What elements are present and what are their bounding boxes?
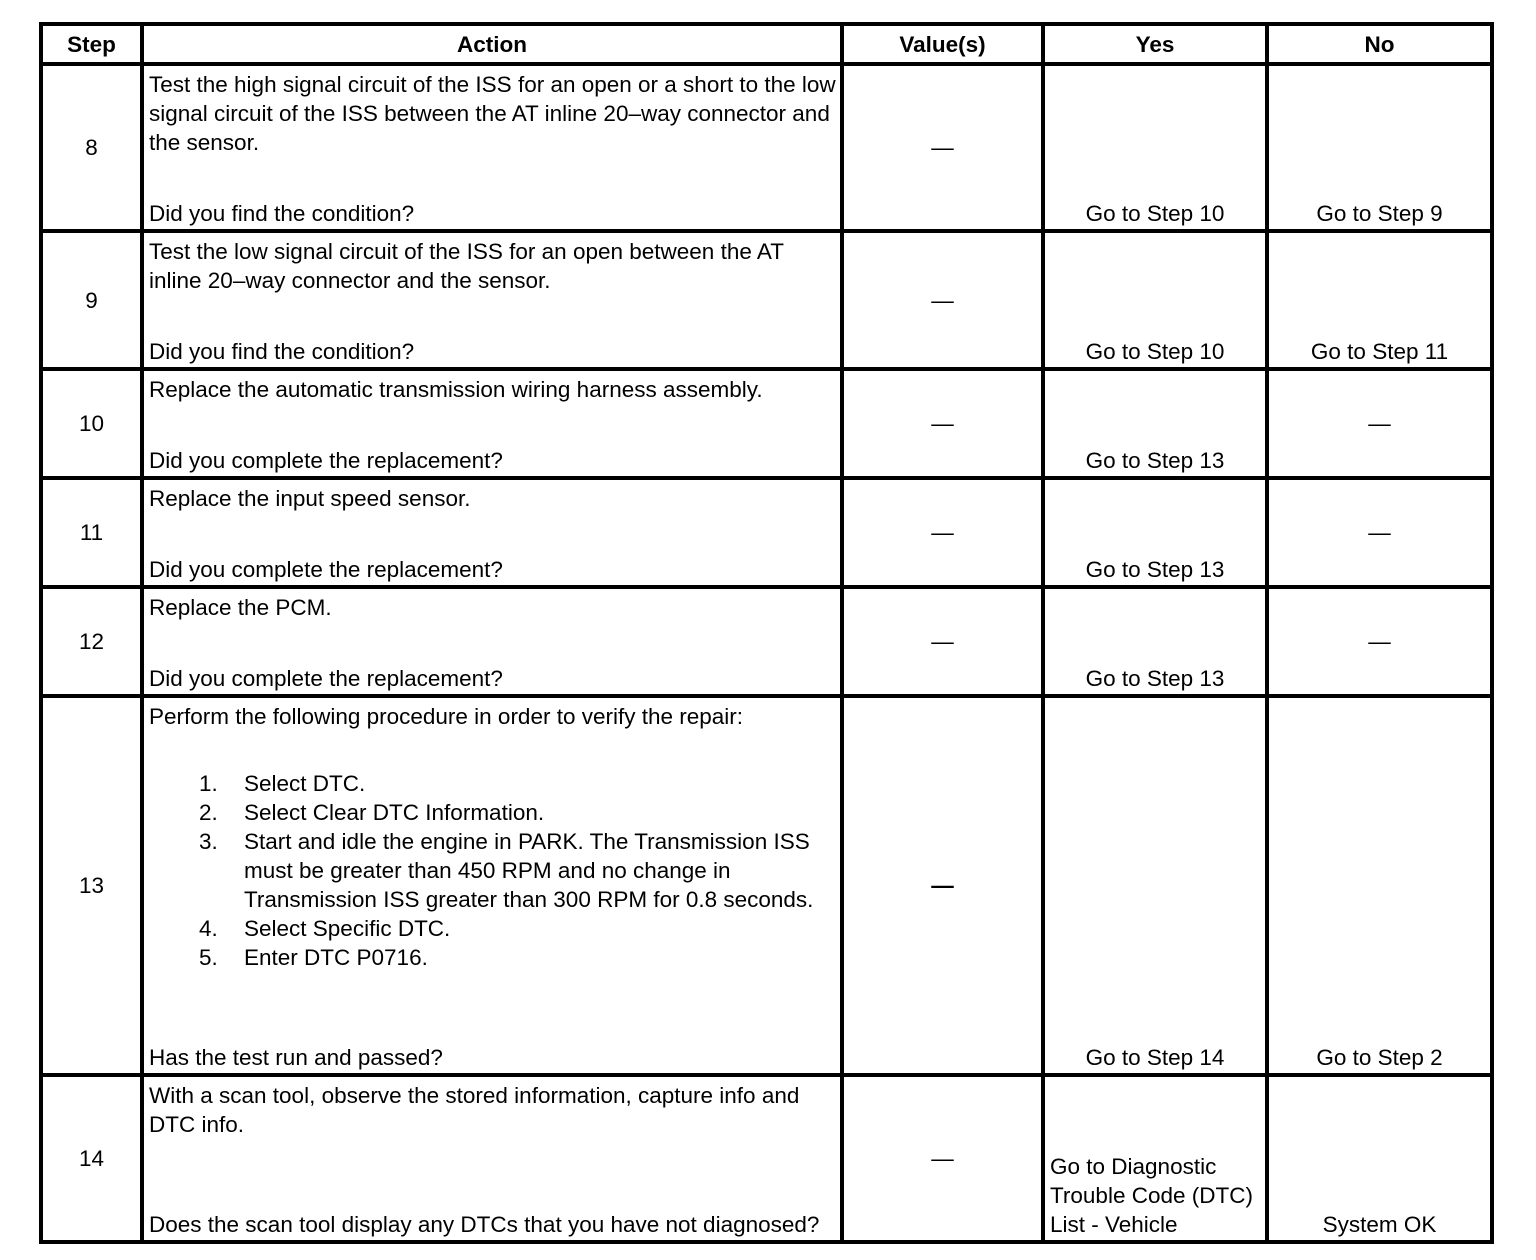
header-values: Value(s): [842, 24, 1043, 64]
action-question: Has the test run and passed?: [149, 1044, 443, 1070]
step-number: 9: [41, 231, 142, 369]
action-instruction: Replace the PCM.: [149, 595, 332, 621]
yes-cell: Go to Step 14: [1043, 696, 1267, 1074]
yes-cell: Go to Diagnostic Trouble Code (DTC) List - Vehicle: [1043, 1075, 1267, 1242]
action-instruction: Replace the automatic transmission wiring harness assembly.: [149, 377, 763, 403]
value-cell: —: [842, 369, 1043, 478]
action-question: Did you find the condition?: [149, 339, 415, 365]
value-cell: —: [842, 1075, 1043, 1242]
table-row: [41, 478, 1492, 587]
procedure-list: [149, 769, 836, 972]
list-item: 5. Enter DTC P0716.: [199, 945, 428, 971]
no-cell: System OK: [1267, 1075, 1492, 1242]
step-number: 8: [41, 64, 142, 231]
action-instruction: With a scan tool, observe the stored information, capture info and DTC info.: [149, 1082, 800, 1137]
value-cell: —: [842, 696, 1043, 1074]
action-instruction: Replace the input speed sensor.: [149, 486, 471, 512]
header-row: [41, 24, 1492, 64]
table-row: [41, 587, 1492, 696]
no-cell: —: [1267, 369, 1492, 478]
step-number: 11: [41, 478, 142, 587]
list-item: 1. Select DTC.: [199, 771, 366, 797]
no-cell: —: [1267, 587, 1492, 696]
value-cell: —: [842, 64, 1043, 231]
action-cell: [142, 478, 842, 587]
yes-cell: Go to Step 10: [1043, 231, 1267, 369]
table-row: [41, 1075, 1492, 1242]
value-cell: —: [842, 587, 1043, 696]
header-yes: Yes: [1043, 24, 1267, 64]
action-question: Did you complete the replacement?: [149, 448, 503, 474]
step-number: 10: [41, 369, 142, 478]
table-row: [41, 369, 1492, 478]
no-cell: —: [1267, 478, 1492, 587]
list-item: 3. Start and idle the engine in PARK. The Transmission ISS must be greater than 450 RPM and no change in Transmission ISS greater than 300 RPM for 0.8 seconds.: [199, 829, 814, 913]
diagnostic-table: [39, 22, 1494, 1244]
action-instruction: Perform the following procedure in order to verify the repair:: [149, 704, 744, 730]
list-item: 4. Select Specific DTC.: [199, 916, 451, 942]
no-cell: Go to Step 11: [1267, 231, 1492, 369]
table-row: [41, 696, 1492, 1074]
action-question: Did you complete the replacement?: [149, 666, 503, 692]
yes-cell: Go to Step 13: [1043, 587, 1267, 696]
action-cell: [142, 369, 842, 478]
value-cell: —: [842, 231, 1043, 369]
step-number: 12: [41, 587, 142, 696]
value-cell: —: [842, 478, 1043, 587]
action-instruction: Test the low signal circuit of the ISS for an open between the AT inline 20–way connector and the sensor.: [149, 239, 784, 294]
step-number: 13: [41, 696, 142, 1074]
yes-cell: Go to Step 13: [1043, 369, 1267, 478]
action-cell: [142, 1075, 842, 1242]
action-question: Does the scan tool display any DTCs that you have not diagnosed?: [149, 1212, 820, 1237]
table-row: [41, 64, 1492, 231]
action-question: Did you complete the replacement?: [149, 557, 503, 583]
header-action: Action: [142, 24, 842, 64]
no-cell: Go to Step 2: [1267, 696, 1492, 1074]
table-row: [41, 231, 1492, 369]
action-question: Did you find the condition?: [149, 201, 415, 227]
action-cell: [142, 696, 842, 1074]
list-item: 2. Select Clear DTC Information.: [199, 800, 545, 826]
step-number: 14: [41, 1075, 142, 1242]
no-cell: Go to Step 9: [1267, 64, 1492, 231]
header-step: Step: [41, 24, 142, 64]
action-cell: [142, 64, 842, 231]
header-no: No: [1267, 24, 1492, 64]
action-cell: [142, 587, 842, 696]
yes-cell: Go to Step 13: [1043, 478, 1267, 587]
yes-cell: Go to Step 10: [1043, 64, 1267, 231]
action-instruction: Test the high signal circuit of the ISS for an open or a short to the low signal circuit of the ISS between the AT inline 20–way connector and the sensor.: [149, 72, 836, 155]
action-cell: [142, 231, 842, 369]
